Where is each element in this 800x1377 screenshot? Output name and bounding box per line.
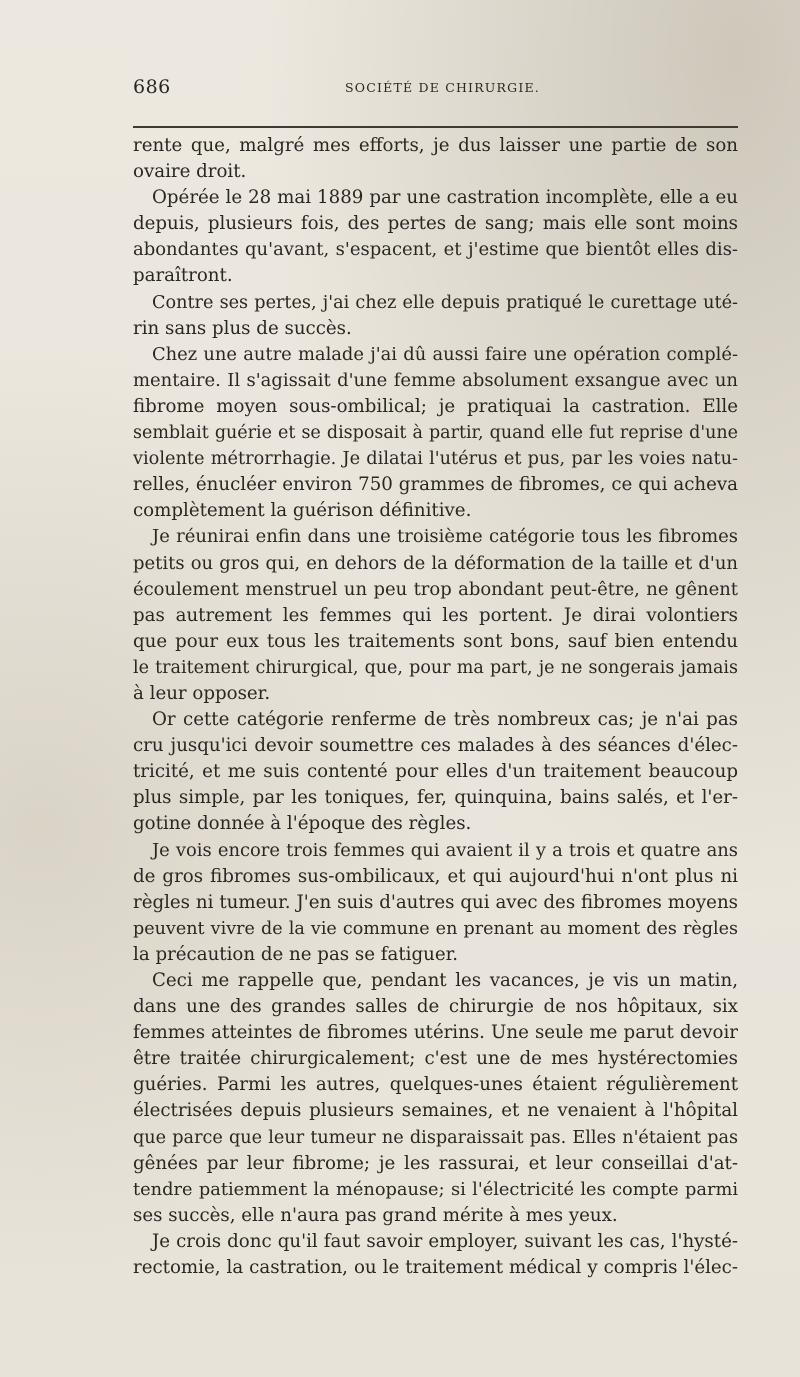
page-header: [133, 76, 738, 102]
text-line: Opérée le 28 mai 1889 par une castration incomplète, elle a eu: [152, 187, 738, 209]
text-line: électrisées depuis plusieurs semaines, et ne venaient à l'hôpital: [133, 1100, 738, 1122]
text-line: tendre patiemment la ménopause; si l'électricité les compte parmi: [133, 1179, 738, 1200]
text-line: Chez une autre malade j'ai dû aussi faire une opération complé-: [152, 343, 738, 365]
text-line: que parce que leur tumeur ne disparaissait pas. Elles n'étaient pas: [133, 1127, 738, 1148]
header-rule: [133, 126, 738, 128]
text-line: écoulement menstruel un peu trop abondant peut-être, ne gênent: [133, 578, 738, 600]
text-line: abondantes qu'avant, s'espacent, et j'estime que bientôt elles dis-: [133, 239, 738, 261]
text-line: Ceci me rappelle que, pendant les vacances, je vis un matin,: [152, 970, 738, 991]
text-line: peuvent vivre de la vie commune en prenant au moment des règles: [133, 918, 738, 939]
text-line: dans une des grandes salles de chirurgie de nos hôpitaux, six: [133, 996, 738, 1018]
text-line: Je vois encore trois femmes qui avaient il y a trois et quatre ans: [152, 839, 738, 861]
text-line: de gros fibromes sus-ombilicaux, et qui aujourd'hui n'ont plus ni: [133, 865, 738, 887]
text-line: être traitée chirurgicalement; c'est une de mes hystérectomies: [133, 1048, 738, 1070]
text-line: le traitement chirurgical, que, pour ma part, je ne songerais jamais: [133, 657, 738, 678]
text-line: gênées par leur fibrome; je les rassurai, et leur conseillai d'at-: [133, 1152, 738, 1174]
body-text: [133, 133, 738, 1281]
text-line: pas autrement les femmes qui les portent. Je dirai volontiers: [133, 604, 738, 626]
text-line: semblait guérie et se disposait à partir, quand elle fut reprise d'une: [133, 423, 738, 444]
text-line: règles ni tumeur. J'en suis d'autres qui avec des fibromes moyens: [133, 891, 738, 913]
text-line: Contre ses pertes, j'ai chez elle depuis pratiqué le curettage uté-: [152, 292, 738, 313]
text-line: violente métrorrhagie. Je dilatai l'utérus et pus, par les voies natu-: [133, 449, 738, 470]
text-line: complètement la guérison définitive.: [133, 500, 472, 522]
text-line: petits ou gros qui, en dehors de la déformation de la taille et d'un: [133, 552, 738, 574]
text-line: ovaire droit.: [133, 161, 247, 183]
text-line: à leur opposer.: [133, 682, 271, 704]
running-head: SOCIÉTÉ DE CHIRURGIE.: [345, 80, 540, 95]
text-line: tricité, et me suis contenté pour elles d'un traitement beaucoup: [133, 761, 738, 783]
text-line: rectomie, la castration, ou le traitement médical y compris l'élec-: [133, 1257, 738, 1279]
text-line: rin sans plus de succès.: [133, 317, 352, 339]
text-line: cru jusqu'ici devoir soumettre ces malades à des séances d'élec-: [133, 735, 738, 757]
text-line: mentaire. Il s'agissait d'une femme absolument exsangue avec un: [133, 369, 738, 391]
text-line: Or cette catégorie renferme de très nombreux cas; je n'ai pas: [152, 709, 738, 731]
text-line: depuis, plusieurs fois, des pertes de sang; mais elle sont moins: [133, 213, 738, 235]
page-number: 686: [133, 76, 171, 98]
text-line: femmes atteintes de fibromes utérins. Une seule me parut devoir: [133, 1022, 738, 1044]
text-line: plus simple, par les toniques, fer, quinquina, bains salés, et l'er-: [133, 787, 738, 809]
text-line: fibrome moyen sous-ombilical; je pratiquai la castration. Elle: [133, 395, 738, 417]
text-line: guéries. Parmi les autres, quelques-unes étaient régulièrement: [133, 1074, 738, 1096]
text-line: relles, énucléer environ 750 grammes de fibromes, ce qui acheva: [133, 474, 738, 496]
text-line: rente que, malgré mes efforts, je dus laisser une partie de son: [133, 135, 738, 156]
text-line: la précaution de ne pas se fatiguer.: [133, 943, 459, 965]
text-line: Je crois donc qu'il faut savoir employer, suivant les cas, l'hysté-: [152, 1230, 738, 1252]
text-line: que pour eux tous les traitements sont bons, sauf bien entendu: [133, 630, 738, 652]
text-line: gotine donnée à l'époque des règles.: [133, 813, 472, 835]
text-line: paraîtront.: [133, 265, 233, 287]
text-line: ses succès, elle n'aura pas grand mérite à mes yeux.: [133, 1204, 618, 1226]
text-line: Je réunirai enfin dans une troisième catégorie tous les fibromes: [152, 526, 738, 548]
